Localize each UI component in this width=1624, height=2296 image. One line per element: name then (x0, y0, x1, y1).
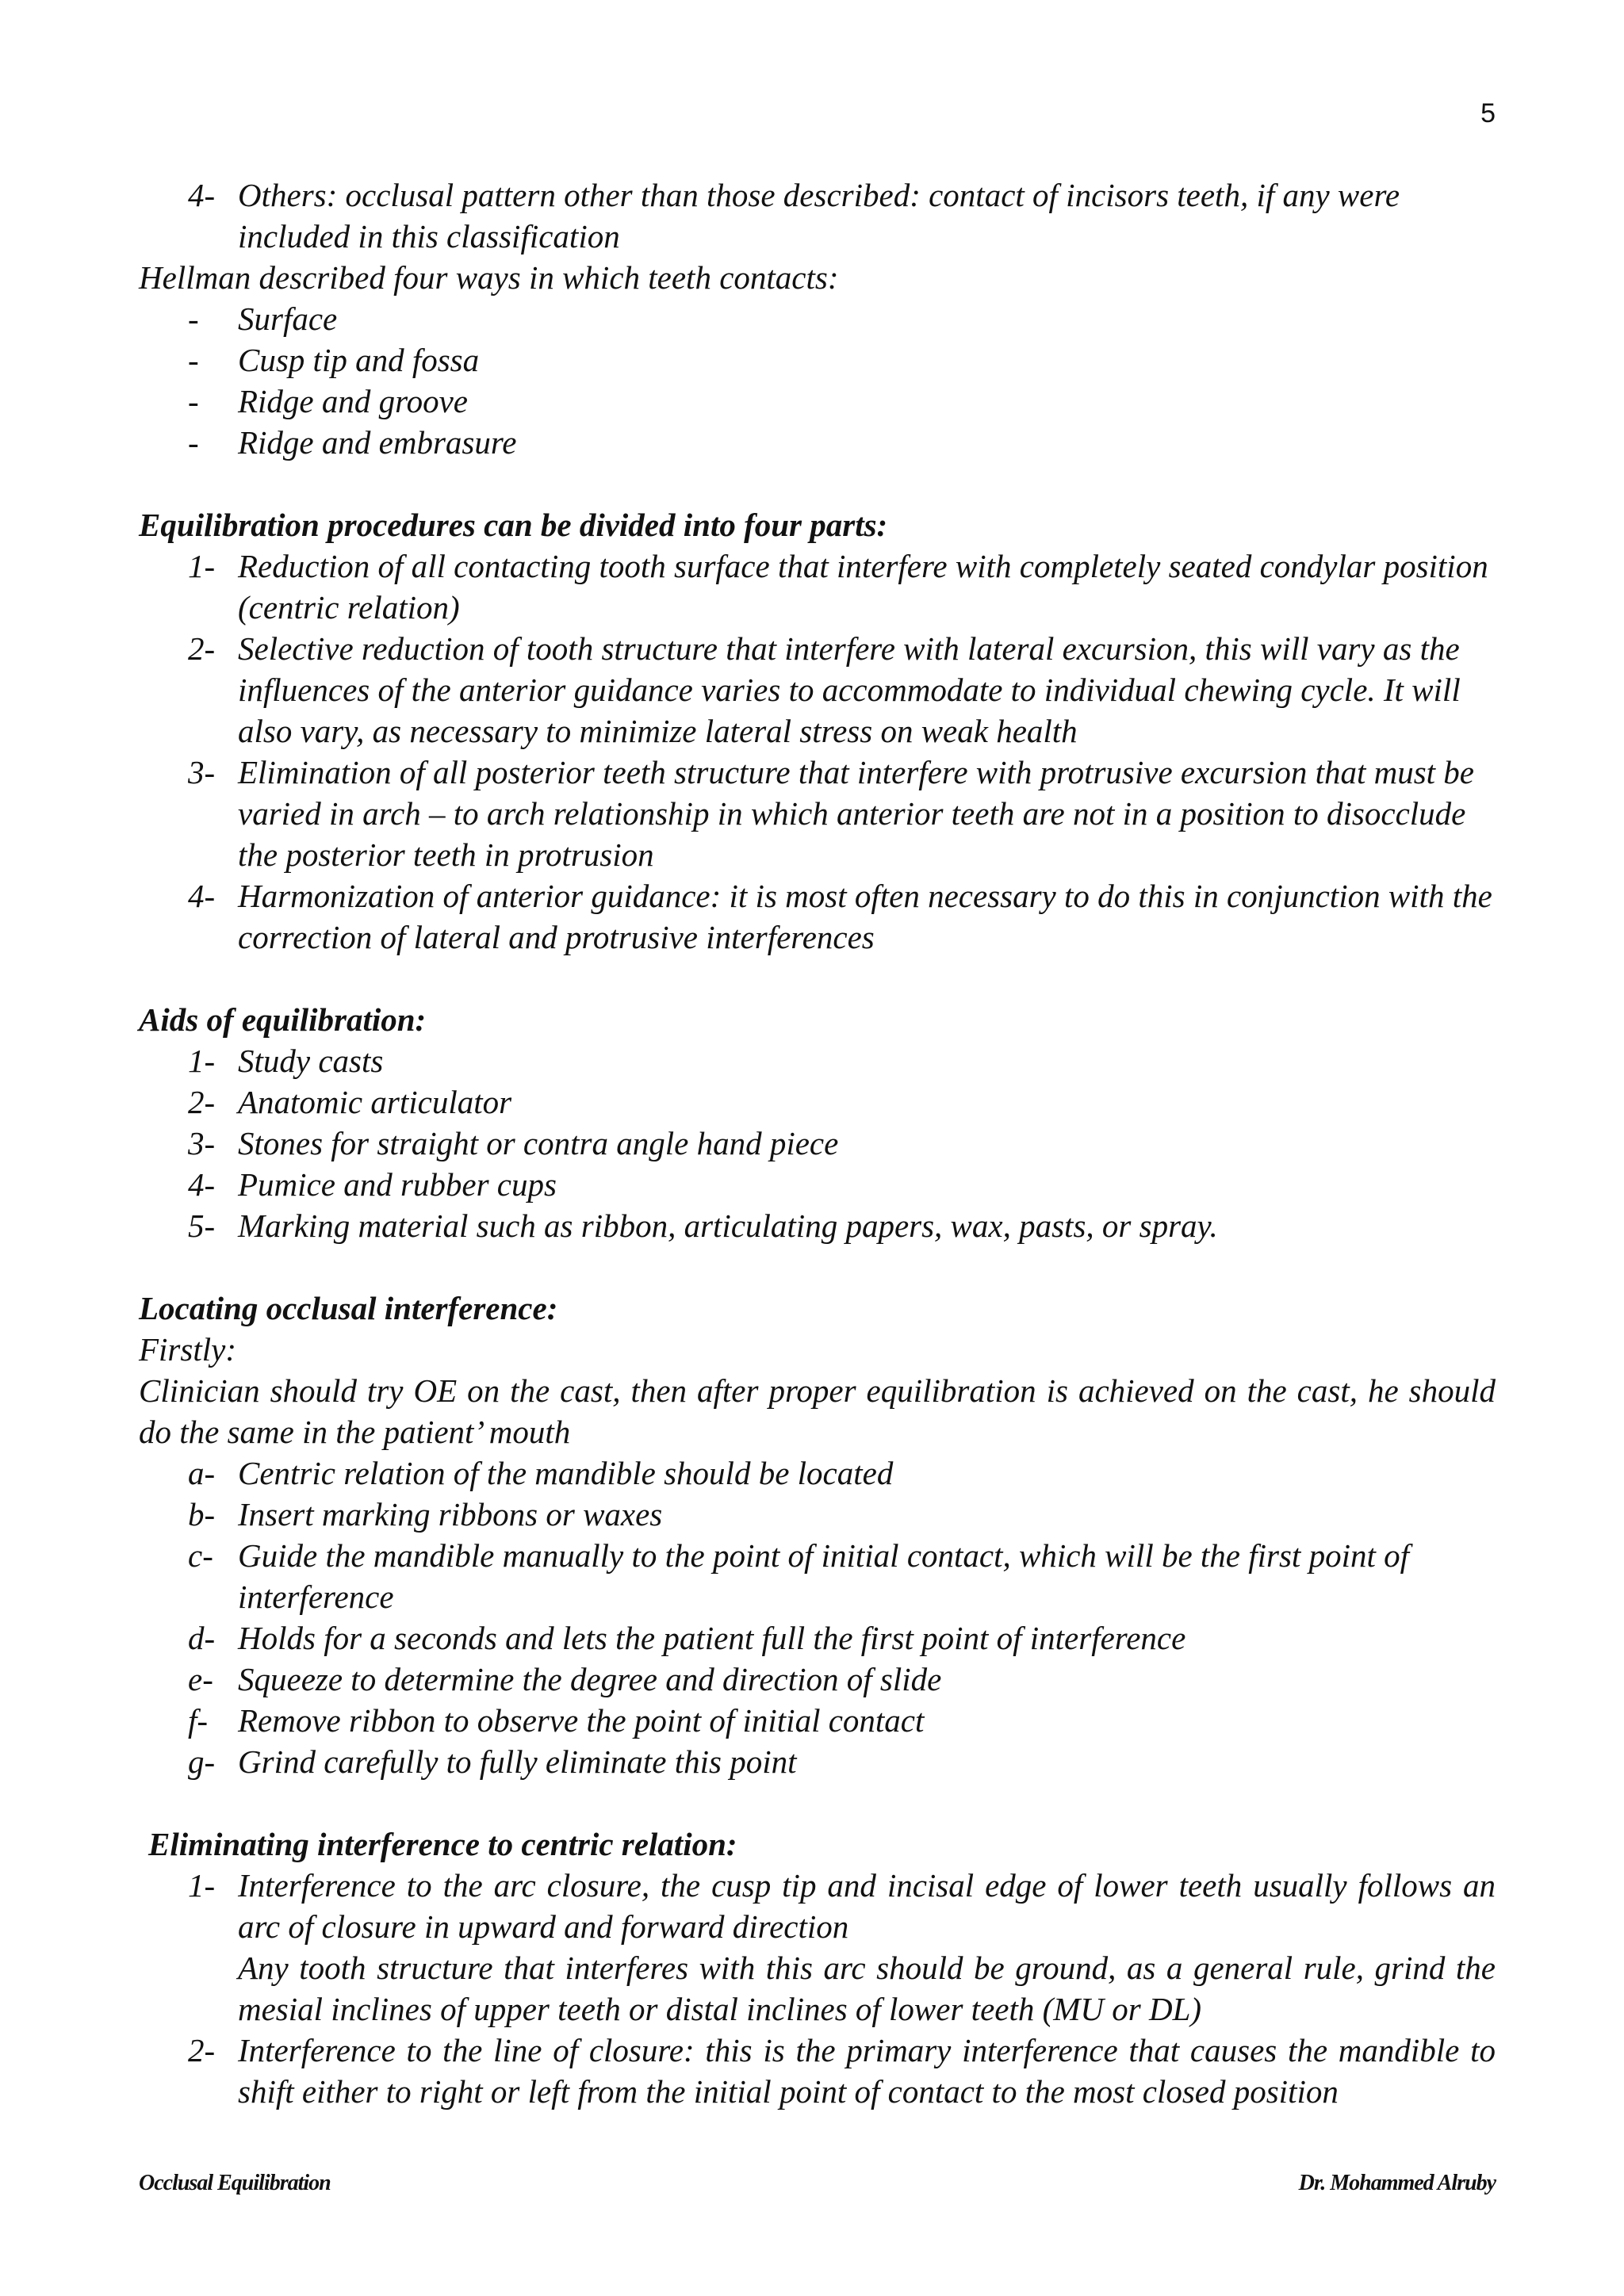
list-marker: 2- (188, 2032, 216, 2068)
spacer (139, 958, 1496, 999)
list-item (139, 875, 1496, 958)
list-marker: 2- (188, 1084, 216, 1120)
list-item-text: Squeeze to determine the degree and direction of slide (238, 1661, 942, 1697)
dash-marker: - (188, 383, 199, 419)
list-item (139, 1617, 1496, 1659)
locating-heading: Locating occlusal interference: (139, 1290, 558, 1326)
procedures-list (139, 545, 1496, 958)
list-item (139, 1040, 1496, 1081)
list-marker: 4- (188, 878, 216, 914)
list-item-text: Insert marking ribbons or waxes (238, 1496, 663, 1533)
list-item-text: Anatomic articulator (238, 1084, 512, 1120)
eliminating-heading: Eliminating interference to centric relation: (148, 1826, 737, 1862)
list-item (139, 1535, 1496, 1617)
list-marker: a- (188, 1455, 216, 1491)
list-item-text: Interference to the arc closure, the cusp tip and incisal edge of lower teeth usually follows an arc of closure in upward and forward direction (238, 1867, 1496, 1945)
list-item-text: Study casts (238, 1043, 384, 1079)
list-item (139, 545, 1496, 628)
list-item (139, 1081, 1496, 1123)
list-marker: 5- (188, 1207, 216, 1244)
hellman-lead: Hellman described four ways in which teeth contacts: (139, 259, 839, 296)
list-marker: 3- (188, 1125, 216, 1161)
list-item (139, 1205, 1496, 1246)
list-marker: b- (188, 1496, 216, 1533)
spacer (139, 1246, 1496, 1288)
list-item (139, 339, 1496, 381)
list-item-text: Elimination of all posterior teeth structure that interfere with protrusive excursion that must be varied in arch – to arch relationship in which anterior teeth are not in a position to disocclude the posterior teeth in protrusion (238, 754, 1475, 873)
list-marker: 1- (188, 1043, 216, 1079)
dash-marker: - (188, 300, 199, 337)
dash-marker: - (188, 424, 199, 461)
locating-firstly: Firstly: (139, 1331, 236, 1368)
locating-paragraph: Clinician should try OE on the cast, then after proper equilibration is achieved on the cast, he should do the same in the patient’ mouth (139, 1372, 1496, 1450)
list-marker: 2- (188, 630, 216, 667)
list-item-text: Stones for straight or contra angle hand piece (238, 1125, 839, 1161)
list-item (139, 1741, 1496, 1782)
list-item (139, 1452, 1496, 1494)
list-item (139, 1700, 1496, 1741)
page-content (139, 174, 1496, 2112)
list-item (139, 1164, 1496, 1205)
list-item-text: Ridge and groove (238, 383, 468, 419)
list-item-text: Centric relation of the mandible should be located (238, 1455, 894, 1491)
list-item-text: Interference to the line of closure: this is the primary interference that causes the mandible to shift either to right or left from the initial point of contact to the most closed position (238, 2032, 1496, 2110)
list-marker: 1- (188, 548, 216, 584)
list-item-text: Remove ribbon to observe the point of initial contact (238, 1702, 925, 1739)
list-item (139, 1494, 1496, 1535)
aids-list (139, 1040, 1496, 1246)
list-marker: g- (188, 1743, 216, 1780)
page-footer (139, 2171, 1496, 2196)
list-item-text: Surface (238, 300, 338, 337)
list-marker: 4- (188, 1166, 216, 1203)
list-item (139, 752, 1496, 875)
list-item (139, 2030, 1496, 2112)
list-item (139, 422, 1496, 463)
list-marker: f- (188, 1702, 209, 1739)
procedures-heading: Equilibration procedures can be divided into four parts: (139, 507, 888, 543)
list-item-text: Harmonization of anterior guidance: it is most often necessary to do this in conjunction with the correction of lateral and protrusive interferences (238, 878, 1492, 955)
list-item-text: Cusp tip and fossa (238, 342, 480, 378)
intro-list-item (139, 174, 1496, 257)
spacer (139, 1782, 1496, 1823)
list-item-text: Reduction of all contacting tooth surface that interfere with completely seated condylar position (centric relation) (238, 548, 1488, 626)
list-item-text: Ridge and embrasure (238, 424, 517, 461)
list-marker: e- (188, 1661, 213, 1697)
list-item-text: Pumice and rubber cups (238, 1166, 557, 1203)
list-item (139, 628, 1496, 752)
page-number: 5 (1480, 98, 1496, 128)
list-marker: c- (188, 1537, 213, 1574)
list-item (139, 1865, 1496, 2030)
list-item-text: Holds for a seconds and lets the patient full the first point of interference (238, 1620, 1186, 1656)
list-item-continuation: Any tooth structure that interferes with this arc should be ground, as a general rule, grind the mesial inclines of upper teeth or distal inclines of lower teeth (MU or DL) (238, 1950, 1496, 2027)
list-marker: 3- (188, 754, 216, 790)
hellman-list (139, 298, 1496, 463)
footer-title: Occlusal Equilibration (139, 2171, 331, 2195)
spacer (139, 463, 1496, 504)
locating-list (139, 1452, 1496, 1782)
footer-author: Dr. Mohammed Alruby (1298, 2171, 1496, 2195)
list-marker: 1- (188, 1867, 216, 1904)
eliminating-list (139, 1865, 1496, 2112)
list-item (139, 1659, 1496, 1700)
list-item (139, 298, 1496, 339)
list-item (139, 381, 1496, 422)
list-item-text: Selective reduction of tooth structure that interfere with lateral excursion, this will vary as the influences of the anterior guidance varies to accommodate to individual chewing cycle. It will also vary, as necessary to minimize lateral stress on weak health (238, 630, 1461, 749)
list-item-text: Others: occlusal pattern other than those described: contact of incisors teeth, if any were included in this classification (238, 177, 1400, 254)
list-item-text: Marking material such as ribbon, articulating papers, wax, pasts, or spray. (238, 1207, 1218, 1244)
dash-marker: - (188, 342, 199, 378)
list-item (139, 1123, 1496, 1164)
list-marker: d- (188, 1620, 216, 1656)
list-marker: 4- (188, 177, 216, 213)
aids-heading: Aids of equilibration: (139, 1001, 427, 1038)
list-item-text: Grind carefully to fully eliminate this point (238, 1743, 797, 1780)
list-item-text: Guide the mandible manually to the point of initial contact, which will be the first point of interference (238, 1537, 1410, 1615)
